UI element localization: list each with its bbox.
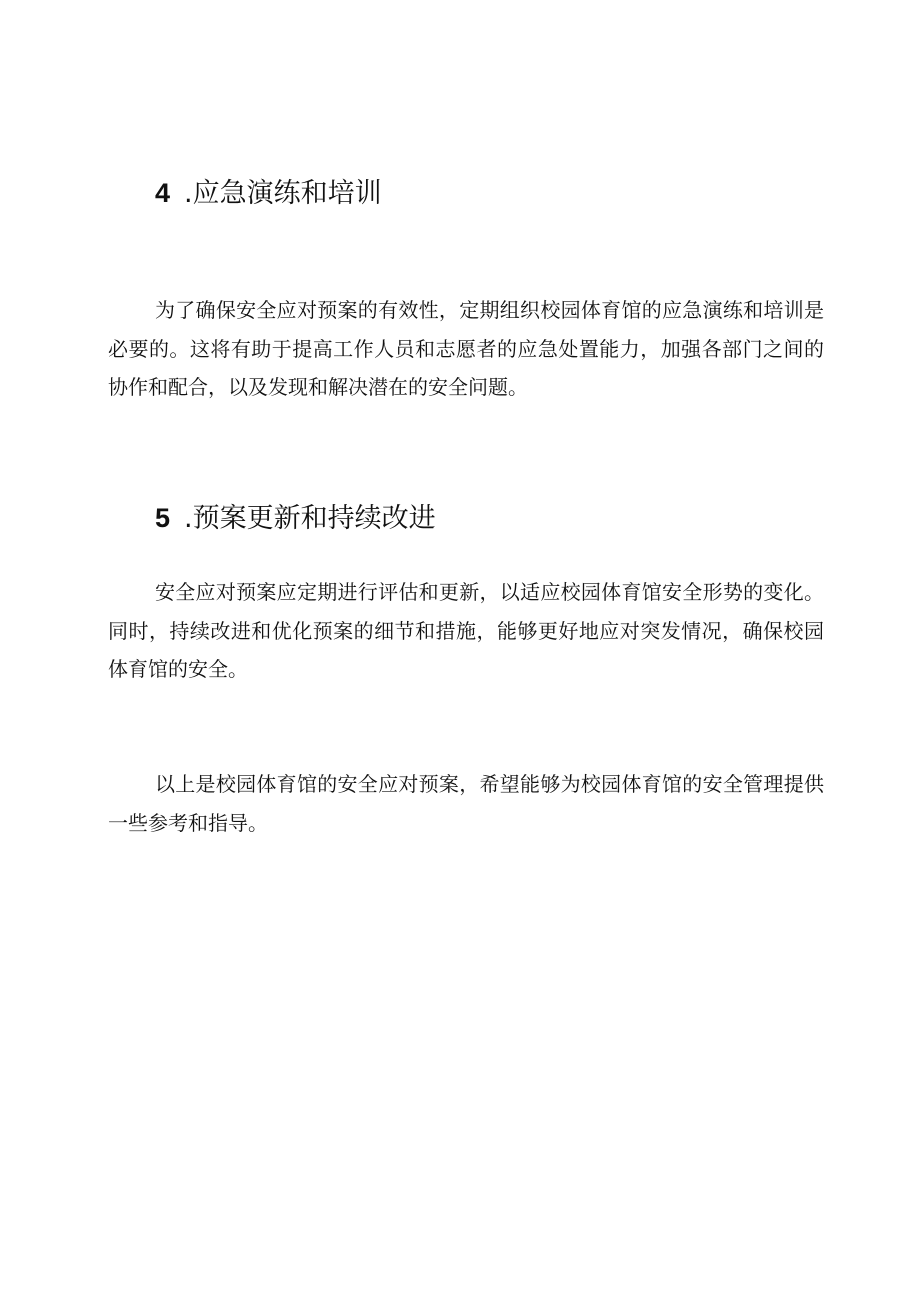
section-5-separator: . — [184, 503, 193, 534]
closing-paragraph: 以上是校园体育馆的安全应对预案，希望能够为校园体育馆的安全管理提供一些参考和指导。 — [108, 772, 824, 835]
section-5-heading — [155, 505, 436, 532]
section-4-number: 4 — [155, 178, 171, 208]
section-5-paragraph: 安全应对预案应定期进行评估和更新，以适应校园体育馆安全形势的变化。同时，持续改进和优化预案的细节和措施，能够更好地应对突发情况，确保校园体育馆的安全。 — [108, 580, 824, 681]
section-4-title: 应急演练和培训 — [192, 178, 382, 209]
section-5-title: 预案更新和持续改进 — [192, 503, 436, 534]
section-4-separator: . — [184, 178, 193, 209]
section-4-heading — [155, 180, 382, 207]
section-4-paragraph: 为了确保安全应对预案的有效性，定期组织校园体育馆的应急演练和培训是必要的。这将有助于提高工作人员和志愿者的应急处置能力，加强各部门之间的协作和配合，以及发现和解决潜在的安全问题。 — [108, 298, 824, 399]
section-5-number: 5 — [155, 503, 171, 533]
